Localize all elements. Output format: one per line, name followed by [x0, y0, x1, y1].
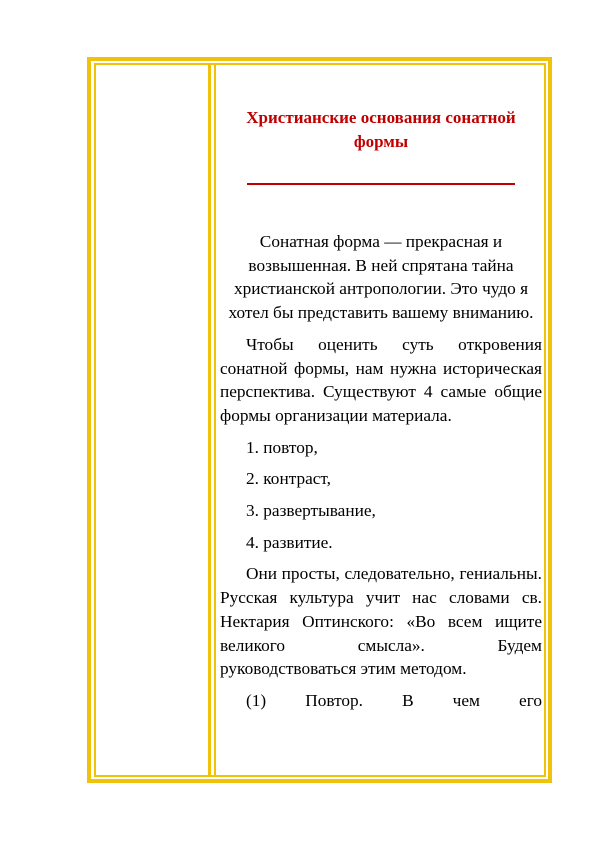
list-item: 1. повтор, [246, 437, 318, 457]
forms-list [220, 436, 542, 555]
column-divider-inner [214, 63, 216, 777]
document-title: Христианские основания сонатной формы [246, 108, 516, 151]
paragraph-simplicity: Они просты, следовательно, гениальны. Русская культура учит нас словами св. Нектария Оптинского: «Во всем ищите великого смысла». Будем руководствоваться этим методом. [220, 564, 542, 679]
paragraph-repetition: (1) Повтор. В чем его [246, 690, 542, 710]
list-item: 2. контраст, [246, 469, 332, 489]
list-item: 4. развитие. [246, 532, 333, 552]
paragraph-perspective: Чтобы оценить суть откровения сонатной формы, нам нужна историческая перспектива. Существуют 4 самые общие формы организации материала. [220, 334, 542, 425]
intro-paragraph: Сонатная форма — прекрасная и возвышенная. В ней спрятана тайна христианской антропологии. Это чудо я хотел бы представить вашему вниманию. [228, 232, 534, 323]
title-underline [247, 183, 515, 185]
list-item: 3. развертывание, [246, 501, 376, 521]
column-divider [208, 63, 211, 777]
main-text-column [220, 106, 542, 774]
